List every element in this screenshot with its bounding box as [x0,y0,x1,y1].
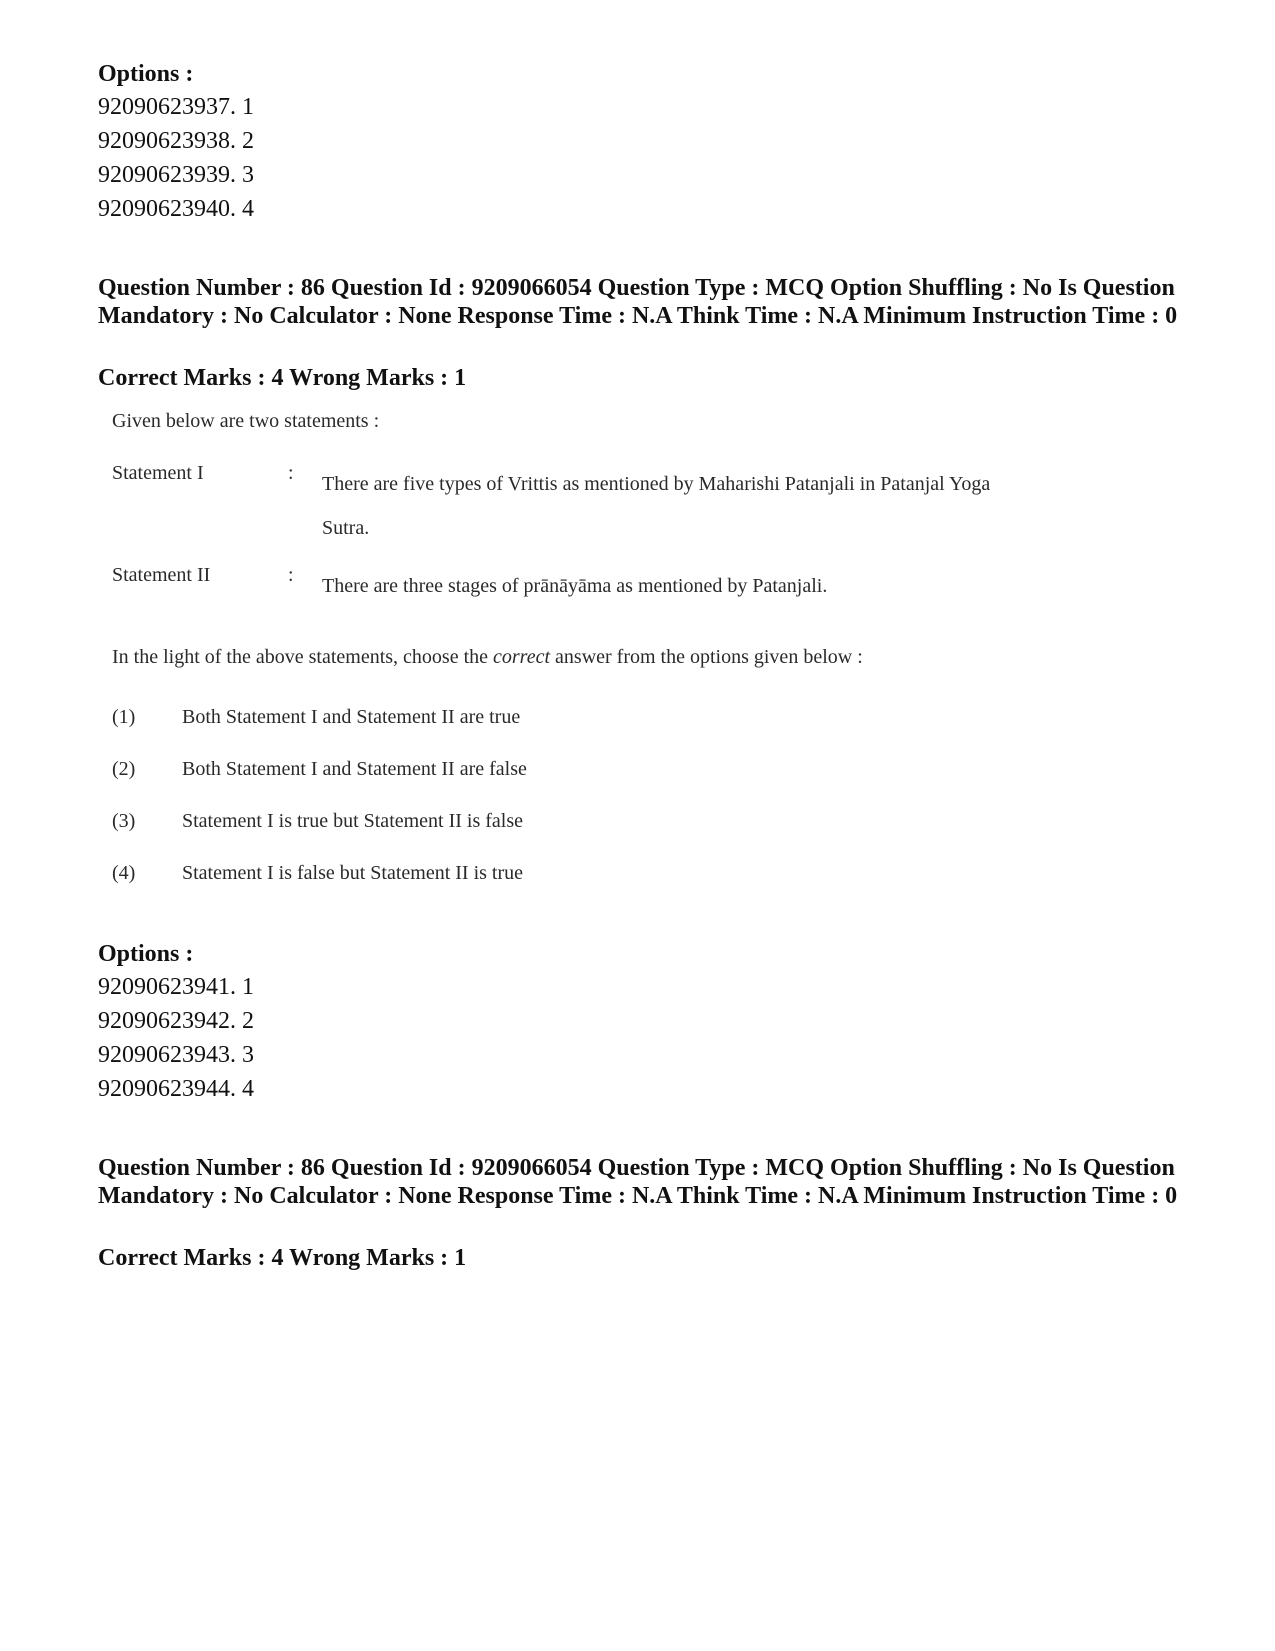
choice-text: Statement I is true but Statement II is false [182,810,524,832]
statement-colon: : [288,564,294,586]
statement-text: There are five types of Vrittis as mentioned by Maharishi Patanjali in Patanjal Yoga Sutra. [322,473,991,539]
instruction-text: answer from the options given below : [550,646,863,668]
statement-label: Statement II [112,564,211,586]
instruction-emphasis: correct [493,646,551,668]
instruction-text: In the light of the above statements, choose the [112,646,494,668]
question-instruction [112,646,863,669]
statement-label: Statement I [112,462,204,484]
question-intro: Given below are two statements : [112,410,380,432]
question-marks: Correct Marks : 4 Wrong Marks : 1 [98,1245,467,1271]
option-line: 92090623942. 2 [98,1008,254,1034]
option-line: 92090623943. 3 [98,1042,254,1068]
choice-number: (3) [112,810,136,832]
choice-number: (2) [112,758,136,780]
statement-colon: : [288,462,294,484]
question-meta: Question Number : 86 Question Id : 9209066054 Question Type : MCQ Option Shuffling : No Is Question Mandatory : No Calculator : None Response Time : N.A Think Time : N.A Minimum Instruction Time : 0 [98,1155,1178,1209]
choice-text: Statement I is false but Statement II is true [182,862,524,884]
options-label: Options : [98,941,194,967]
option-line: 92090623944. 4 [98,1076,254,1102]
question-marks: Correct Marks : 4 Wrong Marks : 1 [98,365,467,391]
option-line: 92090623937. 1 [98,94,254,120]
options-block [98,938,254,1106]
question-meta: Question Number : 86 Question Id : 9209066054 Question Type : MCQ Option Shuffling : No Is Question Mandatory : No Calculator : None Response Time : N.A Think Time : N.A Minimum Instruction Time : 0 [98,275,1178,329]
choice-text: Both Statement I and Statement II are true [182,706,521,728]
option-line: 92090623940. 4 [98,196,254,222]
statement-text: There are three stages of prānāyāma as mentioned by Patanjali. [322,575,828,597]
choice-text: Both Statement I and Statement II are false [182,758,527,780]
option-line: 92090623941. 1 [98,974,254,1000]
choice-number: (4) [112,862,136,884]
top-options-block [98,58,254,226]
choice-number: (1) [112,706,136,728]
option-line: 92090623938. 2 [98,128,254,154]
option-line: 92090623939. 3 [98,162,254,188]
options-label: Options : [98,61,194,87]
